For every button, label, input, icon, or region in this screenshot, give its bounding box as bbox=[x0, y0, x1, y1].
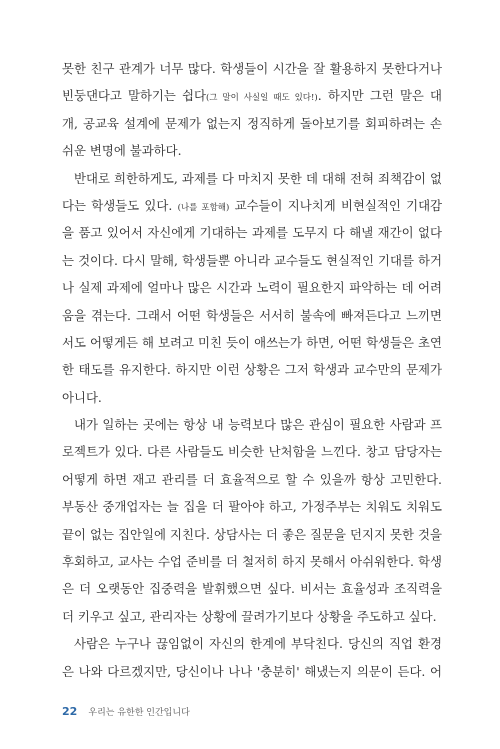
page-number: 22 bbox=[62, 705, 78, 718]
page-footer bbox=[62, 700, 190, 719]
text-line: 어떻게 하면 재고 관리를 더 효율적으로 할 수 있을까 항상 고민한다. bbox=[62, 471, 442, 487]
text-line: 아니다. bbox=[62, 389, 102, 405]
text-line: 은 더 오랫동안 집중력을 발휘했으면 싶다. 비서는 효율성과 조직력을 bbox=[62, 581, 442, 597]
text-span: . 하지만 그런 말은 대 bbox=[317, 88, 442, 104]
text-line: 못한 친구 관계가 너무 많다. 학생들이 시간을 잘 활용하지 못한다거나 bbox=[62, 61, 442, 76]
text-span: 빈둥댄다고 말하기는 쉽다 bbox=[62, 88, 206, 104]
page-body bbox=[62, 55, 442, 685]
text-line: 끝이 없는 집안일에 지친다. 상담사는 더 좋은 질문을 던지지 못한 것을 bbox=[62, 526, 442, 542]
text-line: 내가 일하는 곳에는 항상 내 능력보다 많은 관심이 필요한 사람과 프 bbox=[74, 417, 442, 433]
text-line bbox=[62, 192, 442, 219]
text-line: 움을 겪는다. 그래서 어떤 학생들은 서서히 불속에 빠져든다고 느끼면 bbox=[62, 307, 442, 323]
paragraph-2 bbox=[62, 165, 442, 412]
text-line: 사람은 누구나 끊임없이 자신의 한계에 부닥친다. 당신의 직업 환경 bbox=[74, 636, 442, 652]
text-line: 한 태도를 유지한다. 하지만 이런 상황은 그저 학생과 교수만의 문제가 bbox=[62, 362, 442, 378]
text-line: 개, 공교육 설계에 문제가 없는지 정직하게 돌아보기를 회피하려는 손 bbox=[62, 115, 442, 131]
paragraph-1 bbox=[62, 55, 442, 165]
paragraph-4 bbox=[62, 630, 442, 685]
parenthetical-note: (그 말이 사실일 때도 있다!) bbox=[205, 93, 318, 104]
text-line bbox=[62, 82, 442, 109]
text-line: 후회하고, 교사는 수업 준비를 더 철저히 하지 못해서 아쉬워한다. 학생 bbox=[62, 554, 442, 570]
running-title: 우리는 유한한 인간입니다 bbox=[88, 708, 190, 718]
text-line: 서도 어떻게든 해 보려고 미친 듯이 애쓰는가 하면, 어떤 학생들은 초연 bbox=[62, 334, 442, 350]
text-line: 로젝트가 있다. 다른 사람들도 비슷한 난처함을 느낀다. 창고 담당자는 bbox=[62, 444, 442, 460]
text-line: 나 실제 과제에 얼마나 많은 시간과 노력이 필요한지 파악하는 데 어려 bbox=[62, 280, 442, 296]
text-span: 교수들이 지나치게 비현실적인 기대감 bbox=[229, 197, 442, 213]
text-line: 을 품고 있어서 자신에게 기대하는 과제를 도무지 다 해낼 재간이 없다 bbox=[62, 225, 442, 241]
text-line: 더 키우고 싶고, 관리자는 상황에 끌려가기보다 상황을 주도하고 싶다. bbox=[62, 608, 437, 624]
parenthetical-note: (나를 포함해) bbox=[177, 202, 230, 213]
paragraph-3 bbox=[62, 411, 442, 630]
text-line: 반대로 희한하게도, 과제를 다 마치지 못한 데 대해 전혀 죄책감이 없 bbox=[74, 170, 442, 186]
text-line: 쉬운 변명에 불과하다. bbox=[62, 143, 182, 159]
text-line: 는 것이다. 다시 말해, 학생들뿐 아니라 교수들도 현실적인 기대를 하거 bbox=[62, 252, 442, 268]
text-line: 부동산 중개업자는 늘 집을 더 팔아야 하고, 가정주부는 치워도 치워도 bbox=[62, 499, 442, 515]
text-span: 다는 학생들도 있다. bbox=[62, 197, 178, 213]
text-line: 은 나와 다르겠지만, 당신이나 나나 '충분히' 해냈는지 의문이 든다. 어 bbox=[62, 663, 442, 679]
